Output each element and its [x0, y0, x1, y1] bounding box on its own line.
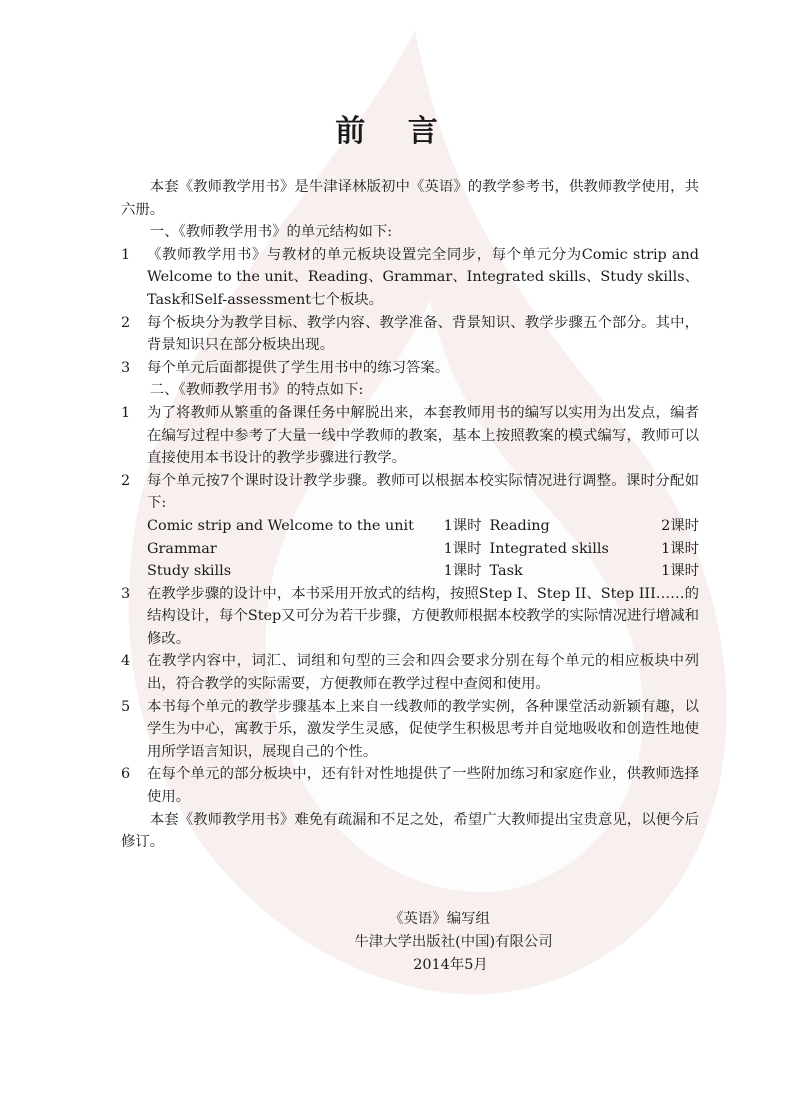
- page-title: 前 言: [335, 114, 454, 149]
- list-item: 2 每个板块分为教学目标、教学内容、教学准备、背景知识、教学步骤五个部分。其中，背景知识只在部分板块出现。: [121, 314, 699, 354]
- table-row: Study skills 1课时 Task 1课时: [147, 563, 699, 580]
- table-row: Grammar 1课时 Integrated skills 1课时: [147, 540, 699, 557]
- list-item: 1 《教师教学用书》与教材的单元板块设置完全同步，每个单元分为Comic strip and Welcome to the unit、Reading、Grammar、Integrated skills、Study skills、Task和Self-assessment七个板块。: [121, 246, 699, 308]
- table-row: Comic strip and Welcome to the unit 1课时 Reading 2课时: [147, 517, 699, 534]
- publisher-name: 牛津大学出版社(中国)有限公司: [354, 934, 553, 950]
- preface-body: [121, 176, 699, 854]
- section2-heading: 二、《教师教学用书》的特点如下:: [149, 382, 364, 399]
- section1-heading: 一、《教师教学用书》的单元结构如下:: [149, 224, 393, 241]
- signature-block: [0, 908, 789, 977]
- closing-paragraph: 本套《教师教学用书》难免有疏漏和不足之处，希望广大教师提出宝贵意见，以便今后修订。: [121, 811, 699, 851]
- intro-paragraph: 本套《教师教学用书》是牛津译林版初中《英语》的教学参考书，供教师教学使用，共六册。: [121, 179, 699, 218]
- list-item: 6 在每个单元的部分板块中，还有针对性地提供了一些附加练习和家庭作业，供教师选择使用。: [121, 766, 699, 806]
- list-item: 5 本书每个单元的教学步骤基本上来自一线教师的教学实例，各种课堂活动新颖有趣，以学生为中心，寓教于乐，激发学生灵感，促使学生积极思考并自觉地吸收和创造性地使用所学语言知识，展现自己的个性。: [121, 698, 699, 760]
- schedule-table: [147, 515, 699, 583]
- editorial-group: 《英语》编写组: [389, 911, 490, 927]
- list-item: 1 为了将教师从繁重的备课任务中解脱出来，本套教师用书的编写以实用为出发点，编者在编写过程中参考了大量一线中学教师的教案，基本上按照教案的模式编写，教师可以直接使用本书设计的教学步骤进行教学。: [121, 404, 699, 467]
- list-item: 2 每个单元按7个课时设计教学步骤。教师可以根据本校实际情况进行调整。课时分配如下:: [121, 472, 699, 512]
- list-item: 4 在教学内容中，词汇、词组和句型的三会和四会要求分别在每个单元的相应板块中列出，符合教学的实际需要，方便教师在教学过程中查阅和使用。: [121, 653, 699, 693]
- list-item: 3 每个单元后面都提供了学生用书中的练习答案。: [121, 359, 450, 376]
- list-item: 3 在教学步骤的设计中，本书采用开放式的结构，按照Step I、Step II、Step III……的结构设计，每个Step又可分为若干步骤，方便教师根据本校教学的实际情况进行增减和修改。: [121, 585, 699, 647]
- publish-date: 2014年5月: [413, 957, 488, 973]
